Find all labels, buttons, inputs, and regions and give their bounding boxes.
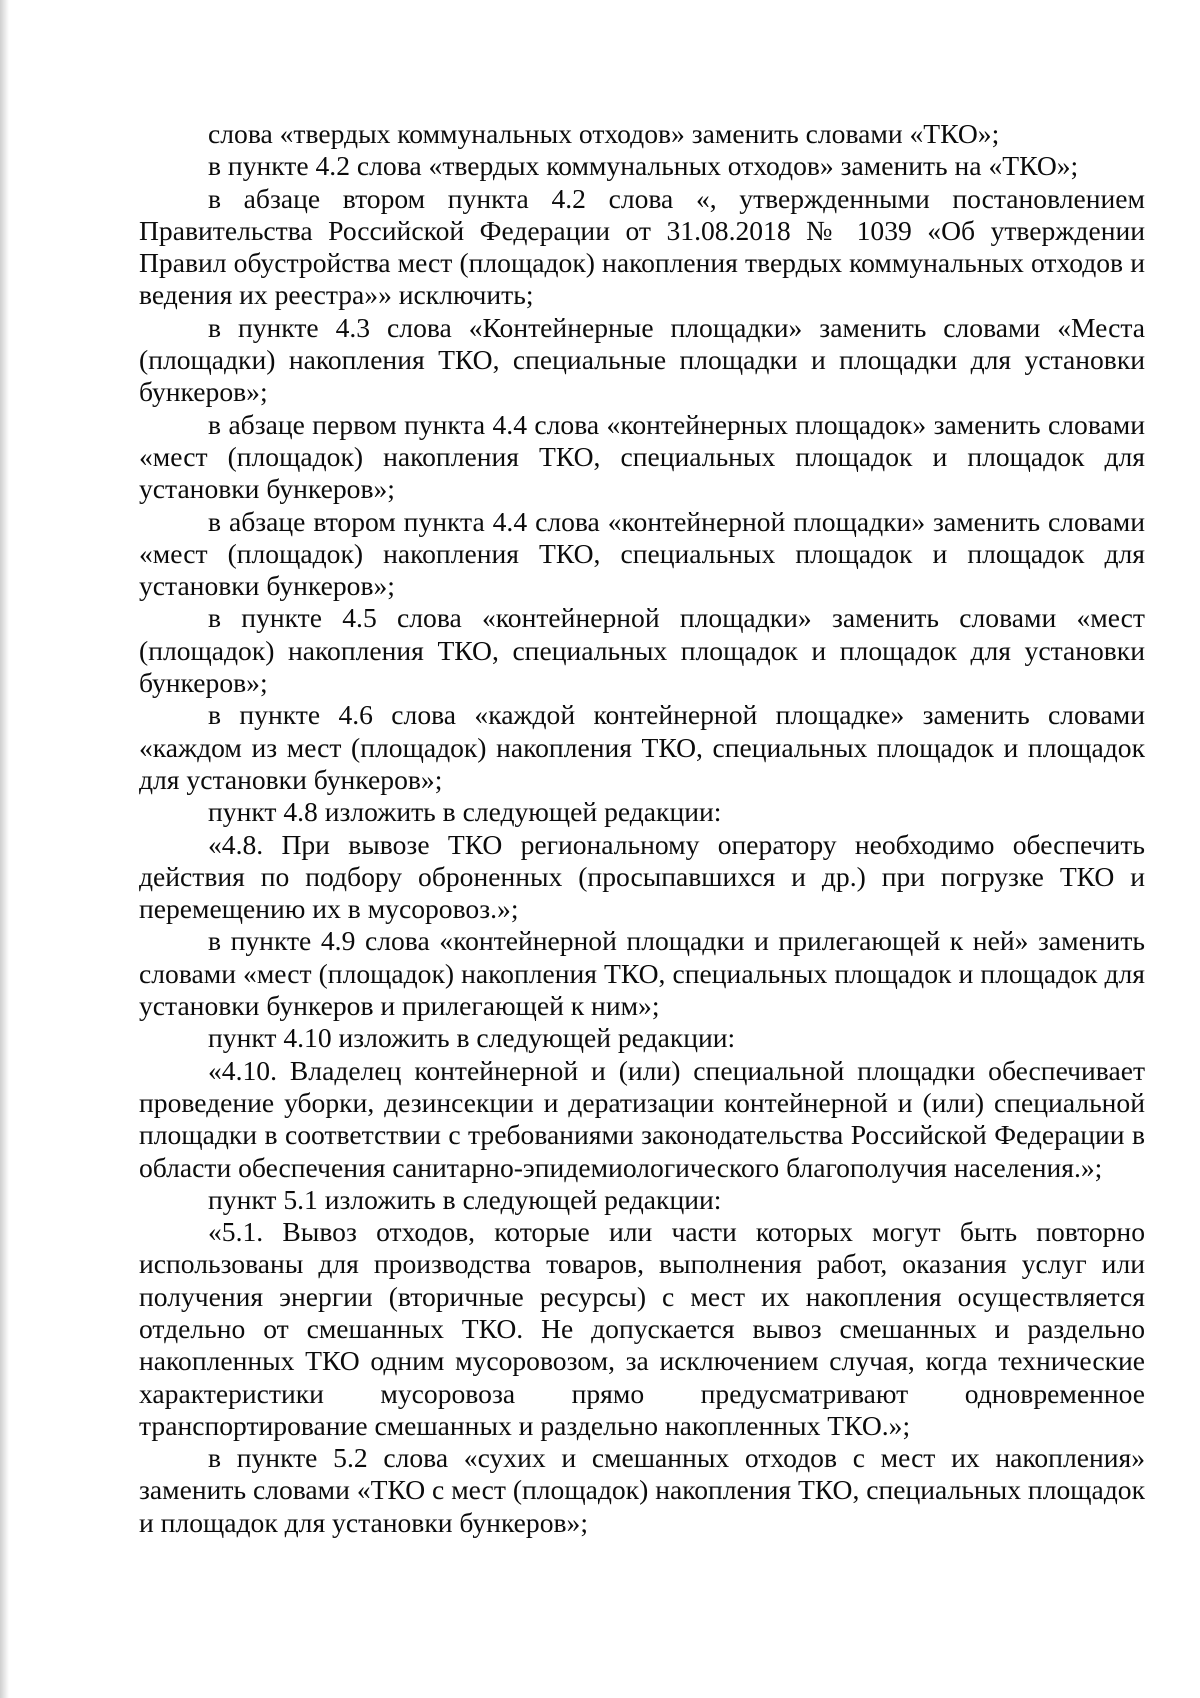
paragraph-5: в абзаце первом пункта 4.4 слова «контейнерных площадок» заменить словами «мест (площадок) накопления ТКО, специальных площадок и площадок для установки бункеров»; (139, 408, 1145, 505)
paragraph-16: в пункте 5.2 слова «сухих и смешанных отходов с мест их накопления» заменить словами «ТКО с мест (площадок) накопления ТКО, специальных площадок и площадок для установки бункеров»; (139, 1442, 1145, 1538)
paragraph-15: «5.1. Вывоз отходов, которые или части которых могут быть повторно использованы для производства товаров, выполнения работ, оказания услуг или получения энергии (вторичные ресурсы) с мест их накопления осуществляется отдельно от смешанных ТКО. Не допускается вывоз смешанных и раздельно накопленных ТКО одним мусоровозом, за исключением случая, когда технические характеристики мусоровоза прямо предусматривают одновременное транспортирование смешанных и раздельно накопленных ТКО.»; (139, 1216, 1145, 1441)
paragraph-10: «4.8. При вывозе ТКО региональному оператору необходимо обеспечить действия по подбору оброненных (просыпавшихся и др.) при погрузке ТКО и перемещению их в мусоровоз.»; (139, 828, 1145, 925)
paragraph-14: пункт 5.1 изложить в следующей редакции: (208, 1183, 722, 1215)
paragraph-11: в пункте 4.9 слова «контейнерной площадки и прилегающей к ней» заменить словами «мест (площадок) накопления ТКО, специальных площадок и площадок для установки бункеров и прилегающей к ним»; (139, 925, 1145, 1022)
paragraph-3: в абзаце втором пункта 4.2 слова «, утвержденными постановлением Правительства Российской Федерации от 31.08.2018 № 1039 «Об утверждении Правил обустройства мест (площадок) накопления твердых коммунальных отходов и ведения их реестра»» исключить; (139, 182, 1145, 311)
paragraph-1: слова «твердых коммунальных отходов» заменить словами «ТКО»; (208, 118, 1000, 149)
paragraph-9: пункт 4.8 изложить в следующей редакции: (208, 796, 722, 828)
paragraph-6: в абзаце втором пункта 4.4 слова «контейнерной площадки» заменить словами «мест (площадок) накопления ТКО, специальных площадок и площадок для установки бункеров»; (139, 505, 1145, 602)
paragraph-2: в пункте 4.2 слова «твердых коммунальных отходов» заменить на «ТКО»; (208, 150, 1079, 182)
paragraph-8: в пункте 4.6 слова «каждой контейнерной площадке» заменить словами «каждом из мест (площадок) накопления ТКО, специальных площадок и площадок для установки бункеров»; (139, 699, 1145, 795)
paragraph-12: пункт 4.10 изложить в следующей редакции: (208, 1022, 736, 1054)
paragraph-7: в пункте 4.5 слова «контейнерной площадки» заменить словами «мест (площадок) накопления ТКО, специальных площадок и площадок для установки бункеров»; (139, 602, 1145, 699)
paragraph-4: в пункте 4.3 слова «Контейнерные площадки» заменить словами «Места (площадки) накопления ТКО, специальные площадки и площадки для установки бункеров»; (139, 311, 1145, 408)
scan-edge-shadow (0, 0, 9, 1698)
paragraph-13: «4.10. Владелец контейнерной и (или) специальной площадки обеспечивает проведение уборки, дезинсекции и дератизации контейнерной и (или) специальной площадки в соответствии с требованиями законодательства Российской Федерации в области обеспечения санитарно-эпидемиологического благополучия населения.»; (139, 1054, 1145, 1183)
document-body (139, 118, 1145, 1539)
